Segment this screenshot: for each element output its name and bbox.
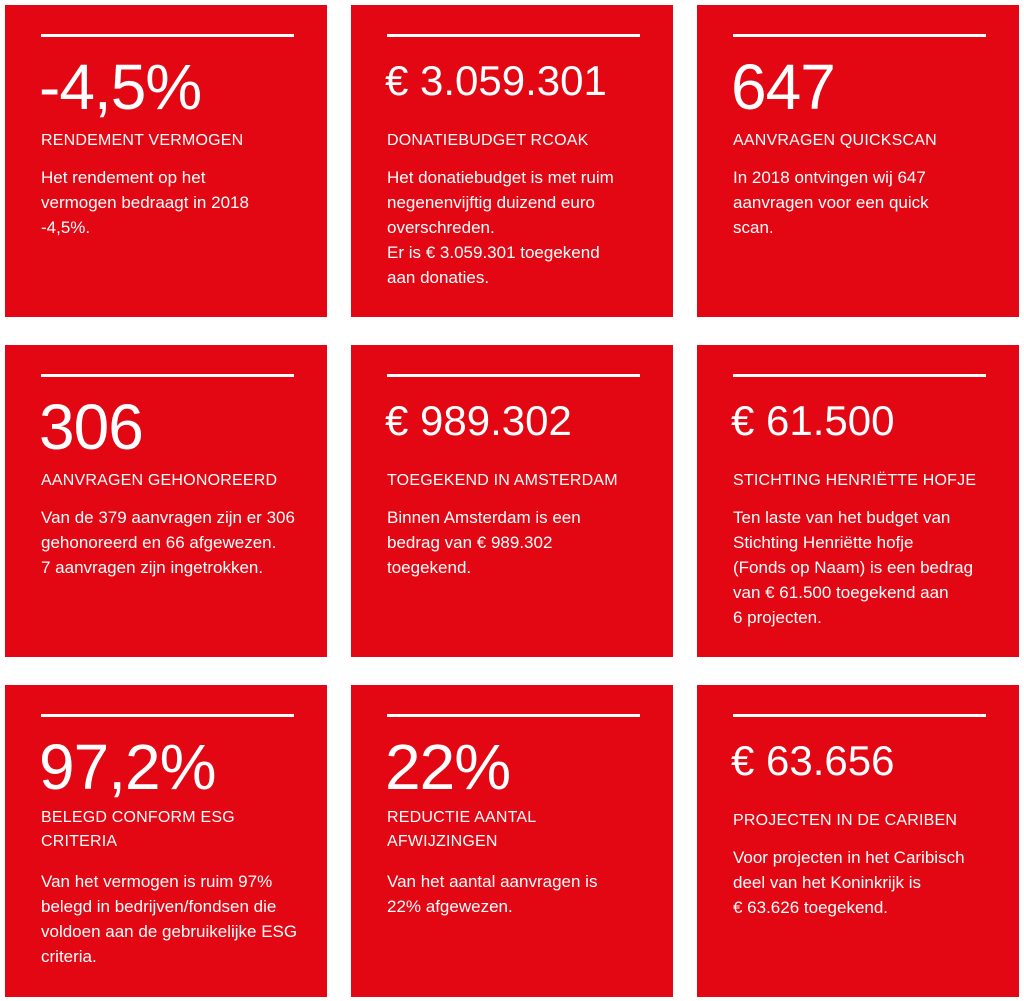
tile-divider: [733, 374, 986, 377]
tile-description: Ten laste van het budget van Stichting Henriëtte hofje (Fonds op Naam) is een bedrag van € 61.500 toegekend aan 6 projecten.: [733, 508, 974, 627]
tile-divider: [41, 714, 294, 717]
key-figure-tile-gehonoreerd: [5, 345, 327, 657]
tile-value: -4,5%: [39, 51, 202, 123]
key-figure-tile-henriette-hofje: [697, 345, 1019, 657]
tile-divider: [387, 374, 640, 377]
tile-divider: [41, 34, 294, 37]
tile-value: € 989.302: [385, 397, 572, 444]
tile-label: AANVRAGEN QUICKSCAN: [733, 132, 937, 149]
key-figure-tile-donatiebudget: [351, 5, 673, 317]
tile-description: Van de 379 aanvragen zijn er 306 gehonoreerd en 66 afgewezen. 7 aanvragen zijn ingetrokken.: [41, 508, 295, 577]
tile-label: TOEGEKEND IN AMSTERDAM: [387, 472, 618, 489]
tile-label: PROJECTEN IN DE CARIBEN: [733, 812, 958, 829]
key-figure-tile-quickscan: [697, 5, 1019, 317]
tile-value: € 3.059.301: [385, 57, 607, 104]
tile-label: REDUCTIE AANTAL AFWIJZINGEN: [387, 809, 537, 850]
tile-description: Van het vermogen is ruim 97% belegd in bedrijven/fondsen die voldoen aan de gebruikelijke ESG criteria.: [41, 872, 298, 966]
tile-description: Binnen Amsterdam is een bedrag van € 989.302 toegekend.: [387, 508, 581, 577]
tile-label: DONATIEBUDGET RCOAK: [387, 132, 589, 149]
tile-divider: [733, 34, 986, 37]
tile-value: 22%: [385, 731, 511, 803]
tile-label: AANVRAGEN GEHONOREERD: [41, 472, 278, 489]
tile-description: In 2018 ontvingen wij 647 aanvragen voor een quick scan.: [733, 168, 929, 237]
tile-label: RENDEMENT VERMOGEN: [41, 132, 244, 149]
key-figure-tile-cariben: [697, 685, 1019, 997]
key-figure-tile-reductie: [351, 685, 673, 997]
tile-description: Van het aantal aanvragen is 22% afgewezen.: [387, 872, 598, 916]
tile-divider: [387, 34, 640, 37]
tile-value: 306: [39, 391, 143, 463]
tile-description: Voor projecten in het Caribisch deel van het Koninkrijk is € 63.626 toegekend.: [733, 848, 965, 917]
tile-description: Het rendement op het vermogen bedraagt in 2018 -4,5%.: [41, 168, 249, 237]
key-figure-tile-esg: [5, 685, 327, 997]
tile-label: STICHTING HENRIËTTE HOFJE: [733, 472, 977, 489]
key-figure-tile-rendement: [5, 5, 327, 317]
tile-value: 97,2%: [39, 731, 216, 803]
tile-divider: [41, 374, 294, 377]
key-figure-tile-amsterdam: [351, 345, 673, 657]
tile-value: € 61.500: [731, 397, 895, 444]
tile-divider: [387, 714, 640, 717]
tile-value: € 63.656: [731, 737, 895, 784]
tile-label: BELEGD CONFORM ESG CRITERIA: [41, 809, 235, 850]
tile-description: Het donatiebudget is met ruim negenenvijftig duizend euro overschreden. Er is € 3.059.301 toegekend aan donaties.: [387, 168, 614, 287]
tile-divider: [733, 714, 986, 717]
tile-value: 647: [731, 51, 835, 123]
